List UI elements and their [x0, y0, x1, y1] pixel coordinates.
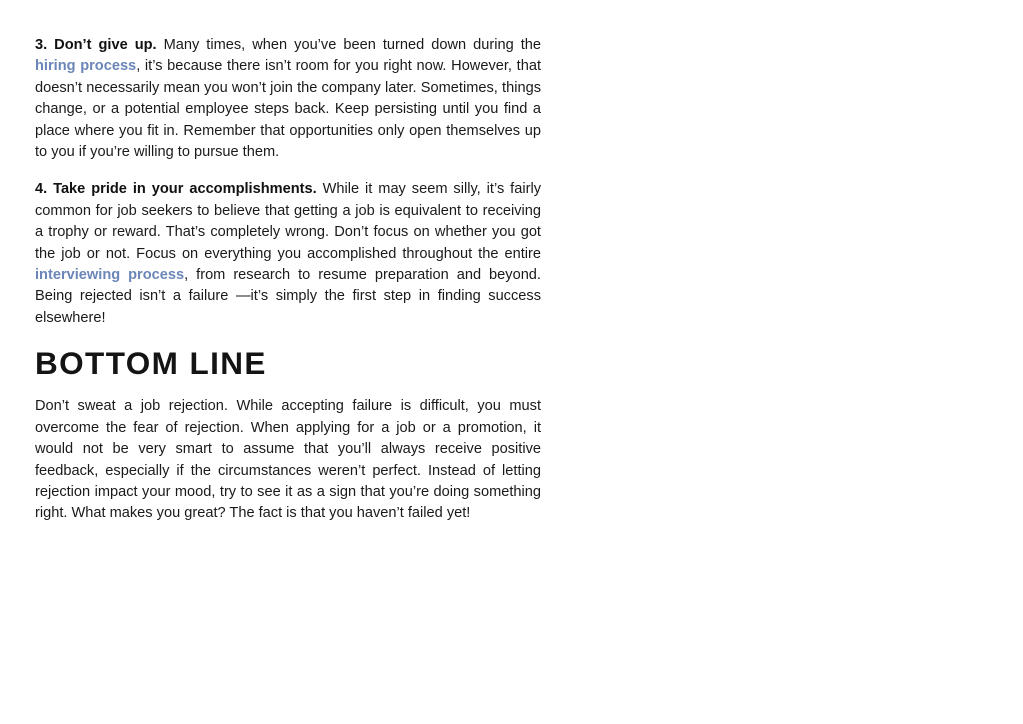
tip-paragraph-3 [35, 35, 541, 163]
tip-4-title: 4. Take pride in your accomplishments. [35, 181, 317, 198]
article-column [35, 35, 541, 541]
tip-3-text-end: , it’s because there isn’t room for you right now. However, that doesn’t necessarily mean you won’t join the company later. Sometimes, things change, or a potential employee steps back. Keep persisting until you find a place where you fit in. Remember that opportunities only open themselves up to you if you’re willing to pursue them. [35, 58, 542, 161]
tip-3-text-start: Many times, when you’ve been turned down during the [156, 37, 542, 53]
hiring-process-link[interactable]: hiring process [35, 58, 137, 75]
tip-3-title: 3. Don’t give up. [35, 37, 157, 53]
tip-4-text-start: While it may seem silly, it’s fairly common for job seekers to believe that getting a job is equivalent to receiving a trophy or reward. That’s completely wrong. Don’t focus on whether you got the job or not. Focus on everything you accomplished throughout the entire [35, 181, 541, 262]
bottom-line-paragraph: Don’t sweat a job rejection. While accepting failure is difficult, you must overcome the fear of rejection. When applying for a job or a promotion, it would not be very smart to assume that you’ll always receive positive feedback, especially if the circumstances weren’t perfect. Instead of letting rejection impact your mood, try to see it as a sign that you’re doing something right. What makes you great? The fact is that you haven’t failed yet! [35, 398, 541, 522]
interviewing-process-link[interactable]: interviewing process [35, 267, 185, 284]
section-heading: BOTTOM LINE [35, 345, 267, 382]
tip-4-text-end: , from research to resume preparation and beyond. Being rejected isn’t a failure —it’s simply the first step in finding success elsewhere! [35, 267, 541, 326]
tip-paragraph-4 [35, 179, 541, 329]
